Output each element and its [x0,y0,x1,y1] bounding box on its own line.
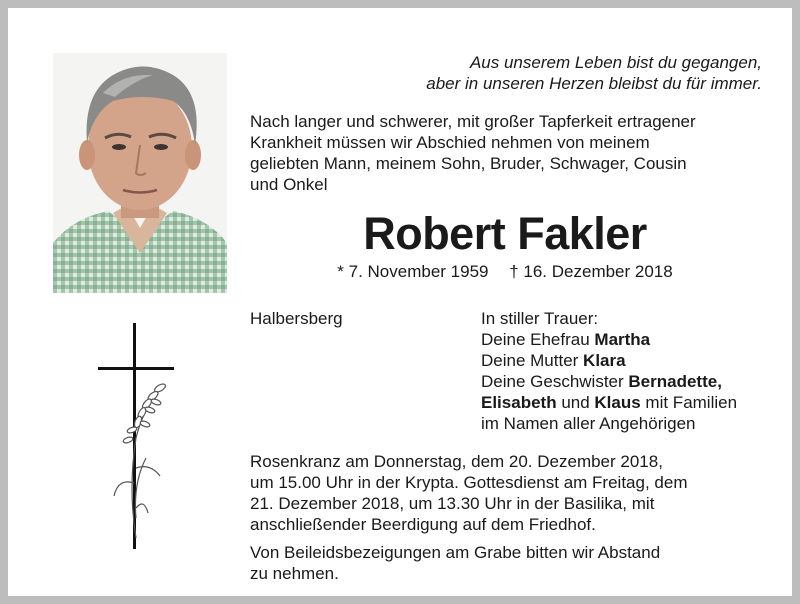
mourner-relation: Deine Geschwister [481,372,629,391]
quote-line: aber in unseren Herzen bleibst du für immer. [426,74,762,93]
mourner-name: Klara [583,351,626,370]
portrait-drawing [53,53,227,293]
mourner-relation: Deine Mutter [481,351,584,370]
service-line: 21. Dezember 2018, um 13.30 Uhr in der Basilika, mit [250,494,655,513]
service-line: um 15.00 Uhr in der Krypta. Gottesdienst am Freitag, dem [250,473,688,492]
service-details [250,451,770,535]
mourner-line [481,392,781,413]
mourner-line [481,329,781,350]
service-line: Rosenkranz am Donnerstag, dem 20. Dezember 2018, [250,452,663,471]
place-name: Halbersberg [250,309,343,328]
intro-line: geliebten Mann, meinem Sohn, Bruder, Schwager, Cousin [250,154,687,173]
mourners-heading: In stiller Trauer: [481,309,599,328]
life-dates [250,261,760,283]
birth-date: * 7. November 1959 [337,262,489,281]
intro-line: und Onkel [250,175,328,194]
intro-text [250,111,760,195]
cross-drawing [88,318,188,558]
deceased-name: Robert Fakler [363,208,647,259]
condolence-line: Von Beileidsbezeigungen am Grabe bitten wir Abstand [250,543,661,562]
mourners-list [481,308,781,434]
intro-line: Krankheit müssen wir Abschied nehmen von meinem [250,133,650,152]
condolence-note [250,542,770,584]
mourner-name: Klaus [594,393,641,412]
mourner-relation: Deine Ehefrau [481,330,595,349]
cross-with-wheat-icon [88,318,188,558]
obituary-card [8,8,792,596]
mourner-line: im Namen aller Angehörigen [481,414,696,433]
mourner-line [481,371,781,392]
death-date: † 16. Dezember 2018 [509,262,673,281]
mourner-line [481,350,781,371]
condolence-line: zu nehmen. [250,564,339,583]
mourner-name: Martha [594,330,651,349]
portrait-photo [53,53,227,293]
mourner-name: Bernadette, [628,372,722,391]
service-line: anschließender Beerdigung auf dem Friedhof. [250,515,596,534]
quote-line: Aus unserem Leben bist du gegangen, [469,53,762,72]
mourner-name: Elisabeth [481,393,557,412]
memorial-quote [348,52,762,94]
mourner-suffix: mit Familien [640,393,738,412]
mourner-connector: und [556,393,595,412]
intro-line: Nach langer und schwerer, mit großer Tapferkeit ertragener [250,112,696,131]
